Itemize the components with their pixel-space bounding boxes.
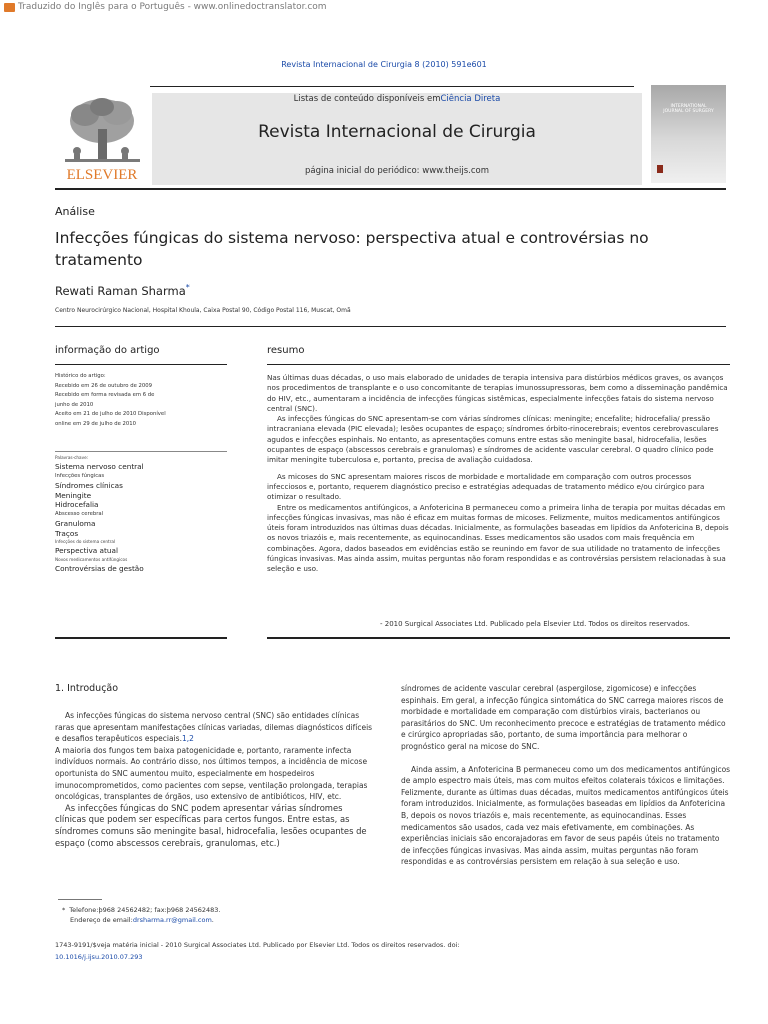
translator-logo-icon	[4, 3, 15, 12]
history-line: Recebido em 26 de outubro de 2009	[55, 382, 152, 389]
keyword: Novos medicamentos antifúngicos	[55, 556, 128, 562]
keywords-list	[55, 453, 227, 573]
keyword: Infecções fúngicas	[55, 472, 105, 479]
abstract-paragraph: Nas últimas duas décadas, o uso mais elaborado de unidades de terapia intensiva para distúrbios médicos graves, os avanços nos procedimentos de transplante e o uso concomitante de terapias imunossupressoras, bem como a disseminação pandêmica do HIV, etc., aumentaram a incidência de infecções fúngicas sistêmicas, especialmente infecções fatais do sistema nervoso central (SNC).	[267, 373, 728, 413]
journal-citation[interactable]: Revista Internacional de Cirurgia 8 (2010) 591e601	[281, 60, 487, 69]
keyword: Meningite	[55, 490, 92, 500]
article-info-bottom-rule	[55, 637, 227, 639]
article-title: Infecções fúngicas do sistema nervoso: perspectiva atual e controvérsias no tratamento	[55, 229, 649, 269]
abstract-paragraph: As micoses do SNC apresentam maiores riscos de morbidade e mortalidade em comparação com outros processos infecciosos e, portanto, requerem diagnóstico preciso e estratégias adequadas de tratamento médico e/ou cirúrgico para otimizar o resultado.	[267, 471, 705, 502]
header-bottom-rule	[55, 188, 726, 190]
body-paragraph: As infecções fúngicas do SNC podem apresentar várias síndromes clínicas que podem ser específicas para certos fungos. Entre estas, as síndromes comuns são meningite basal, hidrocefalia, lesões ocupantes de espaço (como abscessos cerebrais, granulomas, etc.)	[55, 802, 367, 848]
keyword: Abscesso cerebral	[55, 510, 104, 517]
doi-link[interactable]: 10.1016/j.ijsu.2010.07.293	[55, 953, 143, 961]
history-line: online em 29 de julho de 2010	[55, 420, 137, 427]
keyword: Granuloma	[55, 519, 96, 529]
abstract-paragraph: As infecções fúngicas do SNC apresentam-se com várias síndromes clínicas: meningite; encefalite; hidrocefalia/ pressão intracraniana elevada (PIC elevada); lesões ocupantes de espaço; síndromes órbito-rinocerebrais; eventos cerebrovasculares agudos e infecções espinhais. No entanto, as apresentações comuns entre estas são meningite basal, hidrocefalia, lesões ocupantes de espaço (abscessos cerebrais e granulomas) e síndromes de acidente vascular cerebral. O quadro clínico pode imitar meningite tuberculosa e, portanto, precisa de avaliação cuidadosa.	[267, 414, 719, 465]
keyword: Síndromes clínicas	[55, 481, 123, 491]
email-link[interactable]: drsharma.rr@gmail.com	[132, 916, 212, 924]
footnote-phone-text: Telefone:þ968 24562482; fax:þ968 24562483.	[69, 906, 221, 914]
cover-title-line2: JOURNAL OF SURGERY	[663, 109, 714, 114]
abstract-heading: resumo	[267, 345, 305, 356]
cover-emblem-icon	[657, 165, 663, 173]
keywords-rule	[55, 451, 227, 452]
footnote-rule	[58, 899, 102, 900]
keyword: Sistema nervoso central	[55, 462, 144, 471]
body-paragraph	[55, 710, 373, 745]
author-text: Rewati Raman Sharma	[55, 283, 186, 298]
article-info-rule	[55, 364, 227, 365]
cover-title	[651, 104, 726, 114]
footnote-email-label: Endereço de email:	[70, 916, 133, 924]
introduction-heading: 1. Introdução	[55, 683, 119, 694]
abstract-bottom-rule	[267, 637, 730, 639]
journal-cover-image	[651, 85, 726, 183]
body-right-column	[401, 683, 731, 868]
footnote-email	[70, 915, 221, 925]
history-line: Aceito em 21 de julho de 2010 Disponível	[55, 411, 166, 418]
author-affiliation: Centro Neurocirúrgico Nacional, Hospital Khoula, Caixa Postal 90, Código Postal 116, Muscat, Omã	[55, 307, 351, 314]
article-info-heading: informação do artigo	[55, 345, 160, 356]
journal-title: Revista Internacional de Cirurgia	[258, 122, 536, 142]
translation-bar	[0, 0, 327, 14]
keyword: Perspectiva atual	[55, 546, 119, 556]
body-paragraph: síndromes de acidente vascular cerebral (aspergilose, zigomicose) e infecções espinhais. Em geral, a infecção fúngica sintomática do SNC carrega maiores riscos de morbidade e mortalidade em comparação com distúrbios virais, bacterianos ou parasitários do SNC. Um reconhecimento precoce e estratégias de tratamento médico e cirúrgico apropriadas são, portanto, de suma importância para melhorar o prognóstico geral na micose do SNC.	[401, 684, 726, 751]
abstract-body	[267, 373, 730, 575]
history-line: Recebido em forma revisada em 6 de	[55, 392, 155, 399]
abstract-paragraph: Entre os medicamentos antifúngicos, a Anfotericina B permaneceu como a primeira linha de terapia por muitas décadas em infecções fúngicas invasivas, mas não é eficaz em muitas formas de micoses. Felizmente, muitos medicamentos antifúngicos úteis foram introduzidos nas últimas duas décadas. Inicialmente, as formulações baseadas em lipídios da Anfotericina B, depois os novos triazóis e, mais recentemente, as equinocandinas. Esses medicamentos são usados com mais frequência em combinações. Agora, dados baseados em evidências estão se reunindo em favor de sua utilidade no tratamento de infecções fúngicas invasivas. Mas ainda assim, muitas perguntas não foram respondidas e as controvérsias persistem relacionadas à sua seleção e uso.	[267, 502, 729, 574]
header-top-rule	[150, 86, 634, 87]
body-paragraph: Ainda assim, a Anfotericina B permaneceu como um dos medicamentos antifúngicos de amplo espectro mais úteis, mas com muitos efeitos colaterais tóxicos e limitações. Felizmente, durante as últimas duas décadas, muitos medicamentos antifúngicos úteis foram introduzidos. Inicialmente, as formulações baseadas em lipídios da Anfotericina B, depois os novos triazóis e, mais recentemente, as equinocandinas. Esses medicamentos são usados, cada vez mais efetivamente, em combinações. As experiências iniciais são encorajadoras em favor de seus papéis úteis no tratamento de infecções fúngicas invasivas. Mas ainda assim, muitas perguntas não foram respondidas e as controvérsias persistem em relação à sua seleção e uso.	[401, 764, 731, 867]
issn-doi-line	[55, 939, 460, 963]
translation-notice[interactable]: Traduzido do Inglês para o Português - www.onlinedoctranslator.com	[18, 2, 327, 12]
elsevier-logo	[55, 93, 150, 185]
contents-prefix: Listas de conteúdo disponíveis em	[293, 94, 441, 104]
footnote-mark: *	[62, 906, 66, 914]
sciencedirect-link[interactable]: Ciência Direta	[440, 94, 501, 104]
reference-link[interactable]: 1,2	[181, 734, 194, 744]
issn-text: 1743-9191/$veja matéria inicial - 2010 Surgical Associates Ltd. Publicado por Elsevier Ltd. Todos os direitos reservados. doi:	[55, 941, 460, 949]
abstract-rule	[267, 364, 730, 365]
body-text: As infecções fúngicas do sistema nervoso central (SNC) são entidades clínicas raras que apresentam manifestações clínicas variadas, dilemas diagnósticos difíceis e desafios terapêuticos especiais.	[55, 711, 373, 744]
history-line: junho de 2010	[55, 401, 94, 408]
contents-availability	[152, 94, 642, 104]
body-left-column	[55, 710, 373, 849]
history-label: Histórico do artigo:	[55, 373, 106, 379]
cover-title-line1: INTERNATIONAL	[670, 104, 707, 109]
publisher-name: ELSEVIER	[66, 167, 138, 183]
keyword: Traços	[55, 528, 79, 538]
journal-homepage[interactable]: página inicial do periódico: www.theijs.com	[305, 166, 489, 176]
footnote-phone	[62, 905, 221, 915]
author-name	[55, 283, 190, 298]
abstract-copyright: - 2010 Surgical Associates Ltd. Publicado pela Elsevier Ltd. Todos os direitos reservados.	[380, 620, 690, 628]
keyword: Controvérsias de gestão	[55, 563, 144, 573]
article-head-rule	[55, 326, 726, 327]
keywords-label: Palavras-chave:	[55, 455, 89, 460]
footnote-email-suffix: .	[211, 916, 214, 924]
article-section: Análise	[55, 205, 95, 218]
author-footnote	[62, 905, 221, 925]
keyword: Hidrocefalia	[55, 500, 99, 510]
author-footnote-mark[interactable]: *	[185, 283, 190, 292]
body-paragraph: A maioria dos fungos tem baixa patogenicidade e, portanto, raramente infecta indivíduos normais. Ao contrário disso, nos últimos tempos, a incidência de micose oportunista do SNC aumentou muito, especialmente em hospedeiros imunocomprometidos, como pacientes com sepse, ventilação prolongada, terapias oncológicas, transplantes de órgãos, uso extensivo de antibióticos, HIV, etc.	[55, 745, 368, 802]
keyword: Infecções do sistema central	[55, 539, 116, 545]
article-history	[55, 372, 227, 430]
